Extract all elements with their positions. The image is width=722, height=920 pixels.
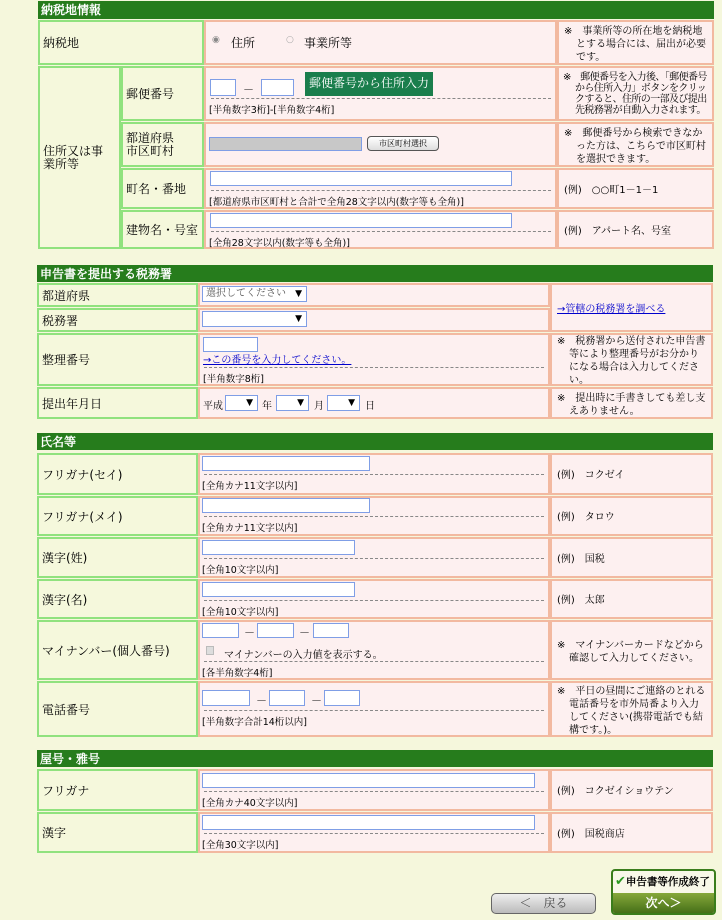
- note-postal: ※ 郵便番号を入力後、「郵便番号から住所入力」ボタンをクリックすると、住所の一部及び提出先税務署が自動入力されます。: [557, 66, 714, 121]
- checkmark-icon: ✔: [615, 874, 626, 889]
- finish-next-button[interactable]: [611, 869, 716, 915]
- section-header-name: 氏名等: [37, 433, 713, 450]
- show-mynumber-label[interactable]: マイナンバーの入力値を表示する。: [224, 650, 383, 661]
- kana-sei-input[interactable]: [202, 456, 370, 471]
- separator: －: [311, 694, 322, 707]
- note-kana-sei: (例) コクゼイ: [550, 453, 713, 495]
- divider: [204, 600, 544, 601]
- label-submit-date: 提出年月日: [37, 387, 198, 419]
- building-input[interactable]: [210, 213, 512, 228]
- separator: －: [244, 626, 255, 639]
- divider: [211, 190, 551, 191]
- section-header-tax-office: 申告書を提出する税務署: [37, 265, 713, 282]
- building-hint: [全角28文字以内(数字等も全角)]: [209, 238, 350, 249]
- dropdown-arrow-icon: ▼: [295, 289, 302, 299]
- label-mynumber: マイナンバー(個人番号): [37, 620, 198, 680]
- yago-kanji-hint: [全角30文字以内]: [202, 840, 279, 851]
- label-kanji-mei: 漢字(名): [37, 579, 198, 619]
- divider: [204, 710, 544, 711]
- postal-lookup-button[interactable]: 郵便番号から住所入力: [305, 72, 433, 96]
- divider: [204, 833, 544, 834]
- label-tax-office: 税務署: [37, 308, 198, 332]
- kana-sei-hint: [全角カナ11文字以内]: [202, 481, 298, 492]
- month-select[interactable]: [276, 395, 309, 411]
- town-hint: [都道府県市区町村と合計で全角28文字以内(数字等も全角)]: [209, 197, 464, 208]
- section-header-yago: 屋号・雅号: [37, 750, 713, 767]
- city-select-button[interactable]: 市区町村選択: [367, 136, 439, 151]
- mynumber-hint: [各半角数字4桁]: [202, 668, 273, 679]
- day-select[interactable]: [327, 395, 360, 411]
- divider: [211, 231, 551, 232]
- prefecture-select[interactable]: 選択してください ▼: [202, 286, 307, 302]
- separator: －: [299, 626, 310, 639]
- radio-jusho[interactable]: ◉: [212, 35, 220, 45]
- label-seiri-number: 整理番号: [37, 333, 198, 386]
- seiri-hint: [半角数字8桁]: [203, 374, 264, 385]
- note-nouzeichi: ※ 事業所等の所在地を納税地とする場合には、届出が必要です。: [557, 20, 714, 65]
- label-yago-kanji: 漢字: [37, 812, 198, 853]
- label-address-group: 住所又は事業所等: [38, 66, 121, 249]
- section-header-nouzeichi: 納税地情報: [38, 1, 714, 19]
- yago-kana-hint: [全角カナ40文字以内]: [202, 798, 298, 809]
- label-nouzeichi: 納税地: [38, 20, 204, 65]
- note-building: (例) アパート名、号室: [557, 210, 714, 249]
- note-submit-date: ※ 提出時に手書きしても差し支えありません。: [550, 387, 713, 419]
- note-town: (例) ○○町1－1－1: [557, 168, 714, 209]
- note-kana-mei: (例) タロウ: [550, 496, 713, 536]
- postal-separator: －: [243, 83, 254, 96]
- postal-code-second-input[interactable]: [261, 79, 294, 96]
- phone-local-input[interactable]: [269, 690, 305, 706]
- phone-area-input[interactable]: [202, 690, 250, 706]
- pref-city-display: [209, 137, 362, 151]
- note-mynumber: ※ マイナンバーカードなどから確認して入力してください。: [550, 620, 713, 680]
- divider: [204, 558, 544, 559]
- divider: [211, 98, 551, 99]
- postal-code-first-input[interactable]: [210, 79, 236, 96]
- label-kana-sei: フリガナ(セイ): [37, 453, 198, 495]
- label-kanji-sei: 漢字(姓): [37, 537, 198, 578]
- note-yago-kana: (例) コクゼイショウテン: [550, 769, 713, 811]
- label-pref-city: 都道府県市区町村: [121, 122, 204, 167]
- mynumber-second-input[interactable]: [257, 623, 294, 638]
- year-select[interactable]: [225, 395, 258, 411]
- radio-jigyosho-label[interactable]: 事業所等: [304, 36, 353, 50]
- kana-mei-input[interactable]: [202, 498, 370, 513]
- divider: [204, 474, 544, 475]
- dropdown-arrow-icon: ▼: [295, 314, 302, 324]
- note-kanji-mei: (例) 太郎: [550, 579, 713, 619]
- phone-cell: [198, 681, 550, 737]
- label-building: 建物名・号室: [121, 210, 204, 249]
- radio-jusho-label[interactable]: 住所: [231, 36, 256, 50]
- separator: －: [256, 694, 267, 707]
- seiri-number-help-link[interactable]: →この番号を入力してください。: [203, 355, 352, 366]
- kanji-sei-hint: [全角10文字以内]: [202, 565, 279, 576]
- note-seiri: ※ 税務署から送付された申告書等により整理番号がお分かりになる場合は入力してください。: [550, 333, 713, 386]
- divider: [204, 367, 544, 368]
- note-pref-city: ※ 郵便番号から検索できなかった方は、こちらで市区町村を選択できます。: [557, 122, 714, 167]
- radio-jigyosho[interactable]: ○: [286, 35, 294, 45]
- yago-kanji-input[interactable]: [202, 815, 535, 830]
- note-phone: ※ 平日の昼間にご連絡のとれる電話番号を市外局番より入力してください(携帯電話でも結構です。)。: [550, 681, 713, 737]
- mynumber-third-input[interactable]: [313, 623, 349, 638]
- label-postal: 郵便番号: [121, 66, 204, 121]
- divider: [204, 661, 544, 662]
- tax-office-select[interactable]: [202, 311, 307, 327]
- kana-mei-hint: [全角カナ11文字以内]: [202, 523, 298, 534]
- label-phone: 電話番号: [37, 681, 198, 737]
- day-label: 日: [365, 401, 375, 412]
- dropdown-arrow-icon: ▼: [246, 398, 253, 408]
- yago-kana-input[interactable]: [202, 773, 535, 788]
- find-tax-office-link[interactable]: →管轄の税務署を調べる: [557, 303, 666, 315]
- kanji-sei-input[interactable]: [202, 540, 355, 555]
- back-button[interactable]: ＜ 戻る: [491, 893, 596, 914]
- finish-label: 申告書等作成終了: [625, 876, 710, 888]
- dropdown-arrow-icon: ▼: [297, 398, 304, 408]
- divider: [204, 791, 544, 792]
- show-mynumber-checkbox[interactable]: [206, 646, 214, 655]
- kanji-mei-hint: [全角10文字以内]: [202, 607, 279, 618]
- label-kana-mei: フリガナ(メイ): [37, 496, 198, 536]
- note-kanji-sei: (例) 国税: [550, 537, 713, 578]
- mynumber-first-input[interactable]: [202, 623, 239, 638]
- seiri-number-input[interactable]: [203, 337, 258, 352]
- year-label: 年: [262, 401, 272, 412]
- label-town: 町名・番地: [121, 168, 204, 209]
- kanji-mei-input[interactable]: [202, 582, 355, 597]
- postal-hint: [半角数字3桁]-[半角数字4桁]: [209, 105, 335, 116]
- note-yago-kanji: (例) 国税商店: [550, 812, 713, 853]
- month-label: 月: [314, 401, 324, 412]
- town-input[interactable]: [210, 171, 512, 186]
- label-yago-kana: フリガナ: [37, 769, 198, 811]
- next-label: 次へ＞: [613, 893, 714, 915]
- dropdown-arrow-icon: ▼: [348, 398, 355, 408]
- nouzeichi-cell: [204, 20, 557, 65]
- phone-hint: [半角数字合計14桁以内]: [202, 717, 308, 728]
- tax-office-link-cell: [550, 283, 713, 332]
- divider: [204, 516, 544, 517]
- phone-number-input[interactable]: [324, 690, 360, 706]
- label-prefecture: 都道府県: [37, 283, 198, 307]
- era-label: 平成: [203, 401, 223, 412]
